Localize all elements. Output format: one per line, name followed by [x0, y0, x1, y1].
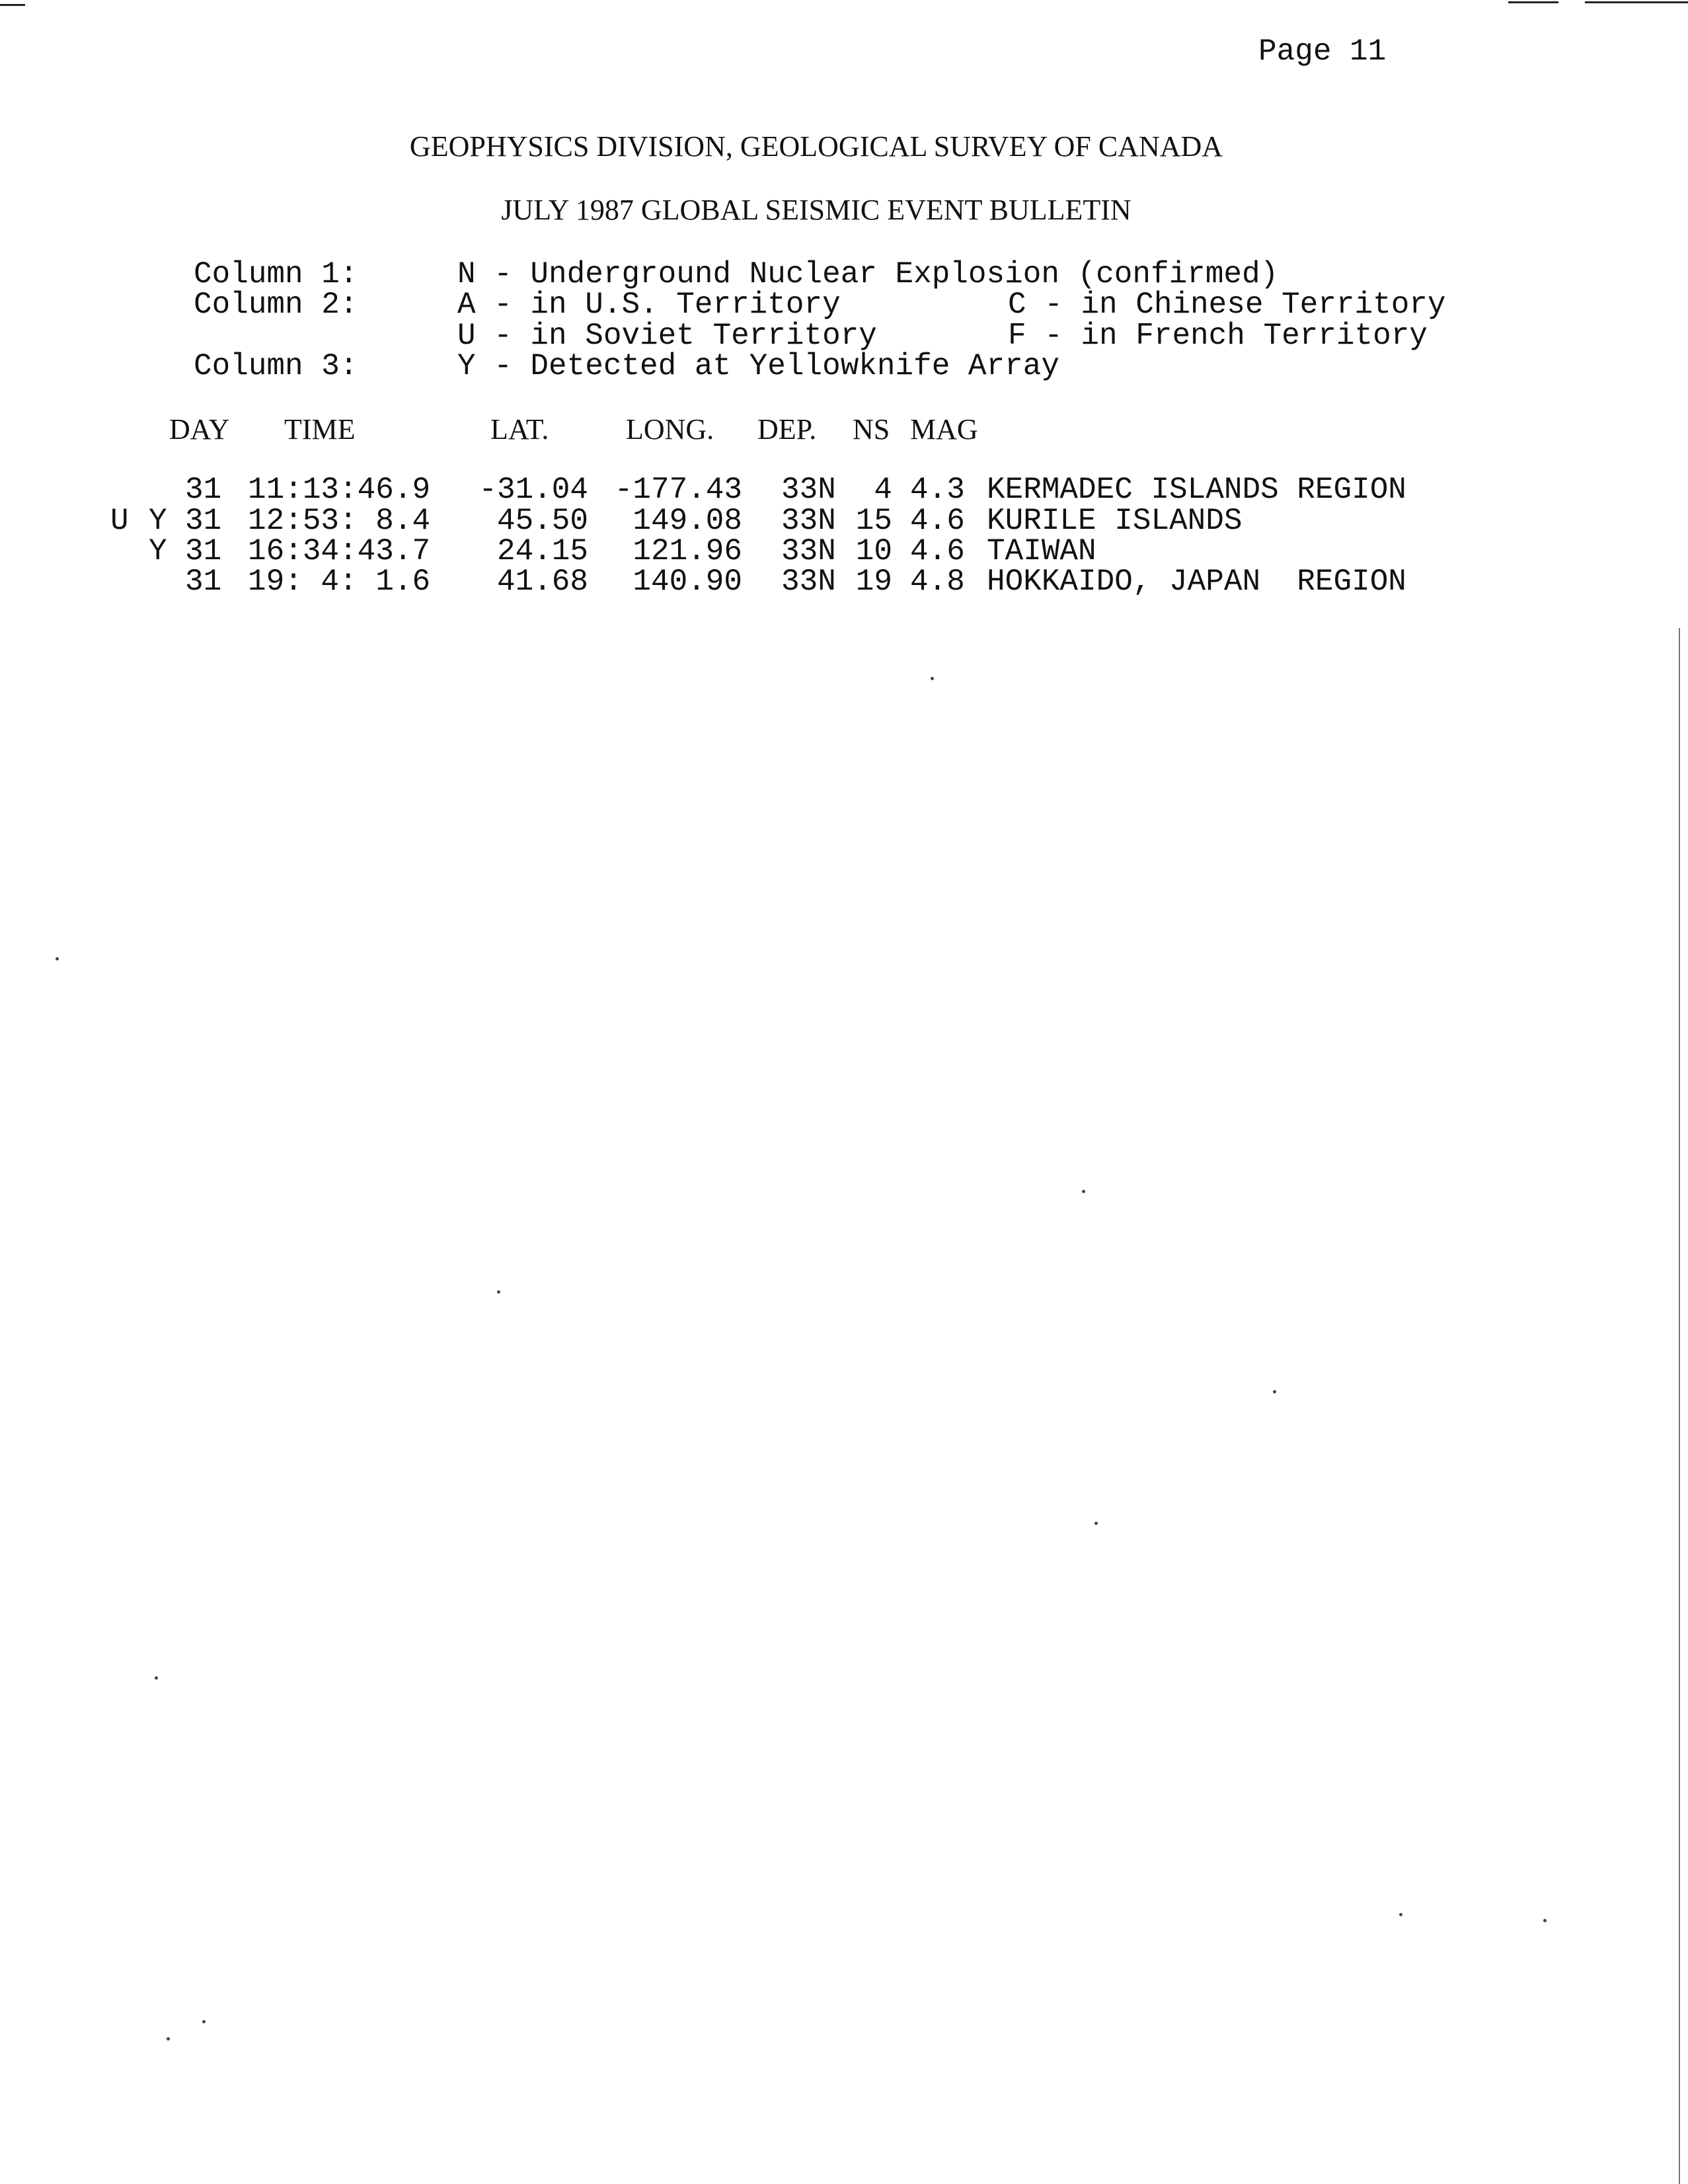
row-long: 149.08: [633, 504, 742, 538]
scan-speck: [931, 677, 934, 680]
row-time: 16:34:43.7: [248, 534, 431, 568]
scan-speck: [1082, 1190, 1085, 1193]
row-dep: 33N: [781, 504, 836, 538]
row-day: 31: [185, 504, 222, 538]
row-region: KERMADEC ISLANDS REGION: [987, 473, 1406, 507]
row-long: -177.43: [614, 473, 742, 507]
row-mag: 4.6: [910, 534, 965, 568]
row-col2-flag: U: [110, 504, 129, 538]
page-number: Page 11: [1258, 34, 1387, 69]
row-time: 19: 4: 1.6: [248, 565, 431, 599]
scan-speck: [202, 2020, 206, 2023]
row-lat: 24.15: [496, 534, 588, 568]
table-row: [0, 473, 1406, 508]
row-region: HOKKAIDO, JAPAN REGION: [987, 565, 1406, 599]
header-dep: DEP.: [757, 413, 817, 446]
row-long: 140.90: [633, 565, 742, 599]
row-long: 121.96: [633, 534, 742, 568]
legend-column1-text: N - Underground Nuclear Explosion (confirmed): [457, 257, 1279, 292]
header-long: LONG.: [626, 413, 714, 446]
legend-column1-label: Column 1:: [194, 257, 358, 292]
row-region: KURILE ISLANDS: [987, 504, 1243, 538]
header-time: TIME: [284, 413, 356, 446]
legend-column3-text: Y - Detected at Yellowknife Array: [457, 349, 1059, 383]
row-lat: 41.68: [496, 565, 588, 599]
legend-column3-label: Column 3:: [194, 349, 358, 383]
scan-speck: [1273, 1390, 1276, 1393]
scan-speck: [167, 2037, 170, 2041]
row-col3-flag: Y: [149, 504, 167, 538]
header-lat: LAT.: [490, 413, 549, 446]
header-mag: MAG: [910, 413, 978, 446]
legend-column2-text-a: A - in U.S. Territory: [457, 288, 841, 322]
header-day: DAY: [169, 413, 230, 446]
scan-speck: [497, 1290, 500, 1294]
row-region: TAIWAN: [987, 534, 1096, 568]
row-time: 12:53: 8.4: [248, 504, 431, 538]
scan-speck: [56, 957, 59, 960]
scan-speck: [155, 1676, 158, 1680]
row-ns: 10: [855, 534, 892, 568]
row-dep: 33N: [781, 565, 836, 599]
organization-heading: GEOPHYSICS DIVISION, GEOLOGICAL SURVEY OF CANADA: [409, 130, 1223, 163]
scan-edge-mark-top-right-a: [1508, 1, 1558, 3]
table-row: [0, 504, 1243, 539]
row-time: 11:13:46.9: [248, 473, 431, 507]
row-day: 31: [185, 534, 222, 568]
row-day: 31: [185, 473, 222, 507]
bulletin-title: JULY 1987 GLOBAL SEISMIC EVENT BULLETIN: [501, 194, 1132, 226]
legend-column2-text-f: F - in French Territory: [1008, 319, 1428, 353]
scan-edge-line-right: [1679, 628, 1680, 2184]
scan-speck: [1399, 1913, 1402, 1916]
row-mag: 4.3: [910, 473, 965, 507]
row-mag: 4.8: [910, 565, 965, 599]
table-row: [0, 565, 1406, 600]
table-row: [0, 534, 1096, 569]
scan-edge-mark-left: [0, 4, 25, 6]
row-dep: 33N: [781, 473, 836, 507]
legend-column2-label: Column 2:: [194, 288, 358, 322]
header-ns: NS: [853, 413, 890, 446]
row-day: 31: [185, 565, 222, 599]
row-dep: 33N: [781, 534, 836, 568]
scan-speck: [1543, 1919, 1547, 1922]
row-col3-flag: Y: [149, 534, 167, 568]
legend-column2-text-c: C - in Chinese Territory: [1008, 288, 1446, 322]
scan-speck: [1094, 1522, 1098, 1525]
legend-column2-text-u: U - in Soviet Territory: [457, 319, 877, 353]
row-lat: -31.04: [479, 473, 588, 507]
row-ns: 4: [874, 473, 892, 507]
row-ns: 19: [855, 565, 892, 599]
row-mag: 4.6: [910, 504, 965, 538]
row-lat: 45.50: [496, 504, 588, 538]
row-ns: 15: [855, 504, 892, 538]
scan-edge-mark-top-right-b: [1585, 1, 1688, 3]
